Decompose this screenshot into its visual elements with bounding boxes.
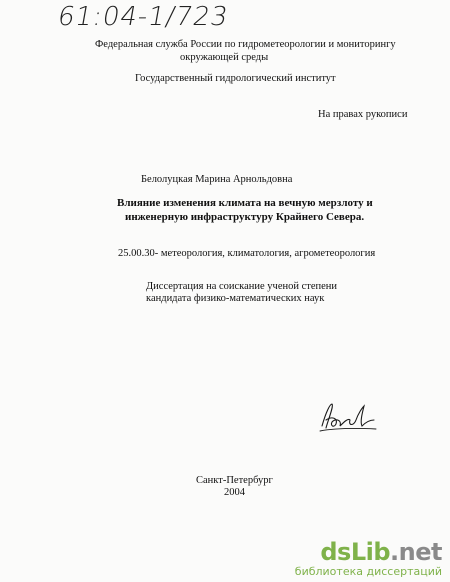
agency-line-2: окружающей среды xyxy=(180,52,269,63)
handwritten-archive-code: 61:04-1/723 xyxy=(55,2,231,32)
author-signature xyxy=(318,398,378,434)
city: Санкт-Петербург xyxy=(196,475,273,486)
thesis-title-line-2: инженерную инфраструктуру Крайнего Севера. xyxy=(125,211,365,223)
author-name: Белолуцкая Марина Арнольдовна xyxy=(141,174,293,185)
degree-line-1: Диссертация на соискание ученой степени xyxy=(146,281,338,292)
specialty-code: 25.00.30- метеорология, климатология, агрометеорология xyxy=(118,248,376,259)
agency-line-1: Федеральная служба России по гидрометеорологии и мониторингу xyxy=(95,39,396,50)
thesis-title-line-1: Влияние изменения климата на вечную мерзлоту и xyxy=(117,197,373,209)
manuscript-rights: На правах рукописи xyxy=(318,109,408,120)
dslib-logo: dsLib.net xyxy=(320,538,442,566)
degree-line-2: кандидата физико-математических наук xyxy=(146,293,325,304)
institute-name: Государственный гидрологический институт xyxy=(135,73,336,84)
year: 2004 xyxy=(224,487,245,498)
dslib-subtitle: библиотека диссертаций xyxy=(294,565,442,578)
dslib-watermark[interactable] xyxy=(295,539,442,578)
